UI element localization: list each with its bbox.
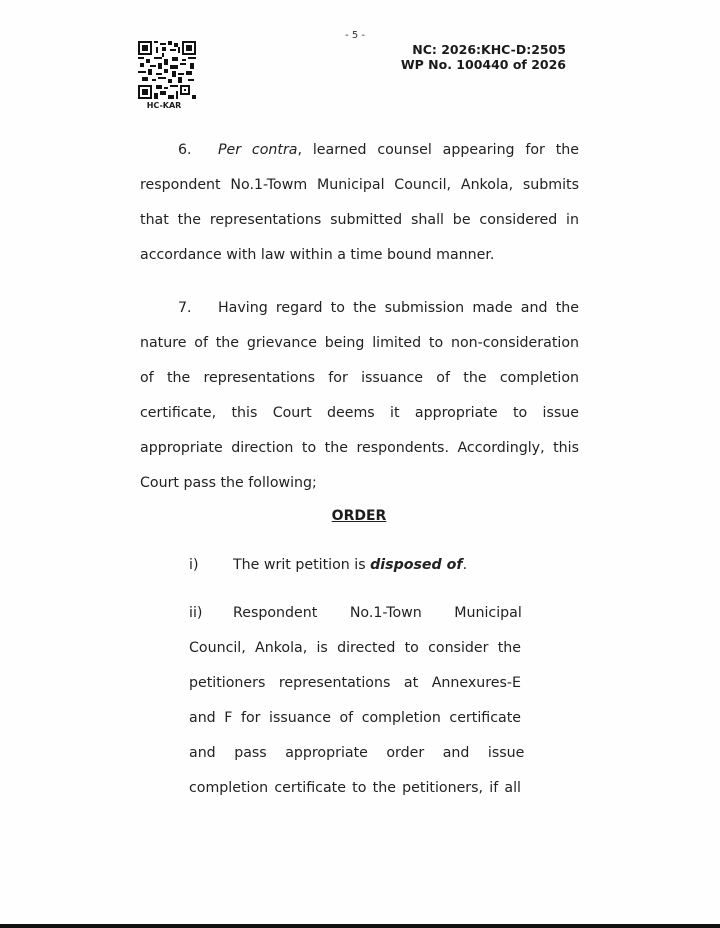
case-reference [401, 42, 566, 72]
paragraph-7: 7. Having regard to the submission made and the nature of the grievance being limited to non-consideration of the representations for issuance of the completion certificate, this Court deems it appropriate to issue appropriate direction to the respondents. Accordingly, this Court pass the following; [140, 291, 579, 501]
neutral-citation: NC: 2026:KHC-D:2505 [412, 42, 566, 57]
order-numeral: i) [189, 557, 199, 573]
order-numeral: ii) [189, 605, 203, 621]
qr-code-icon [138, 41, 196, 99]
paragraph-number: 7. [178, 300, 192, 316]
order-item-2: ii) Respondent No.1-Town Municipal Council, Ankola, is directed to consider the petitioners representations at Annexures-E and F for issuance of completion certificate and pass appropriate order and issue completion certificate to the petitioners, if all [189, 596, 521, 806]
qr-code-block [138, 41, 198, 110]
page-number: - 5 - [345, 30, 365, 41]
bold-italic-emphasis: disposed of [370, 557, 463, 573]
order-item-1: i) The writ petition is disposed of. [189, 548, 521, 583]
page-bottom-edge [0, 924, 720, 928]
paragraph-6: 6. Per contra, learned counsel appearing for the respondent No.1-Towm Municipal Council, Ankola, submits that the representations submitted shall be considered in accordance with law within a time bound manner. [140, 133, 579, 273]
qr-label: HC-KAR [146, 101, 182, 110]
paragraph-number: 6. [178, 142, 192, 158]
italic-lead: Per contra [218, 142, 298, 158]
case-number: WP No. 100440 of 2026 [400, 57, 566, 72]
order-heading: ORDER [331, 508, 387, 524]
